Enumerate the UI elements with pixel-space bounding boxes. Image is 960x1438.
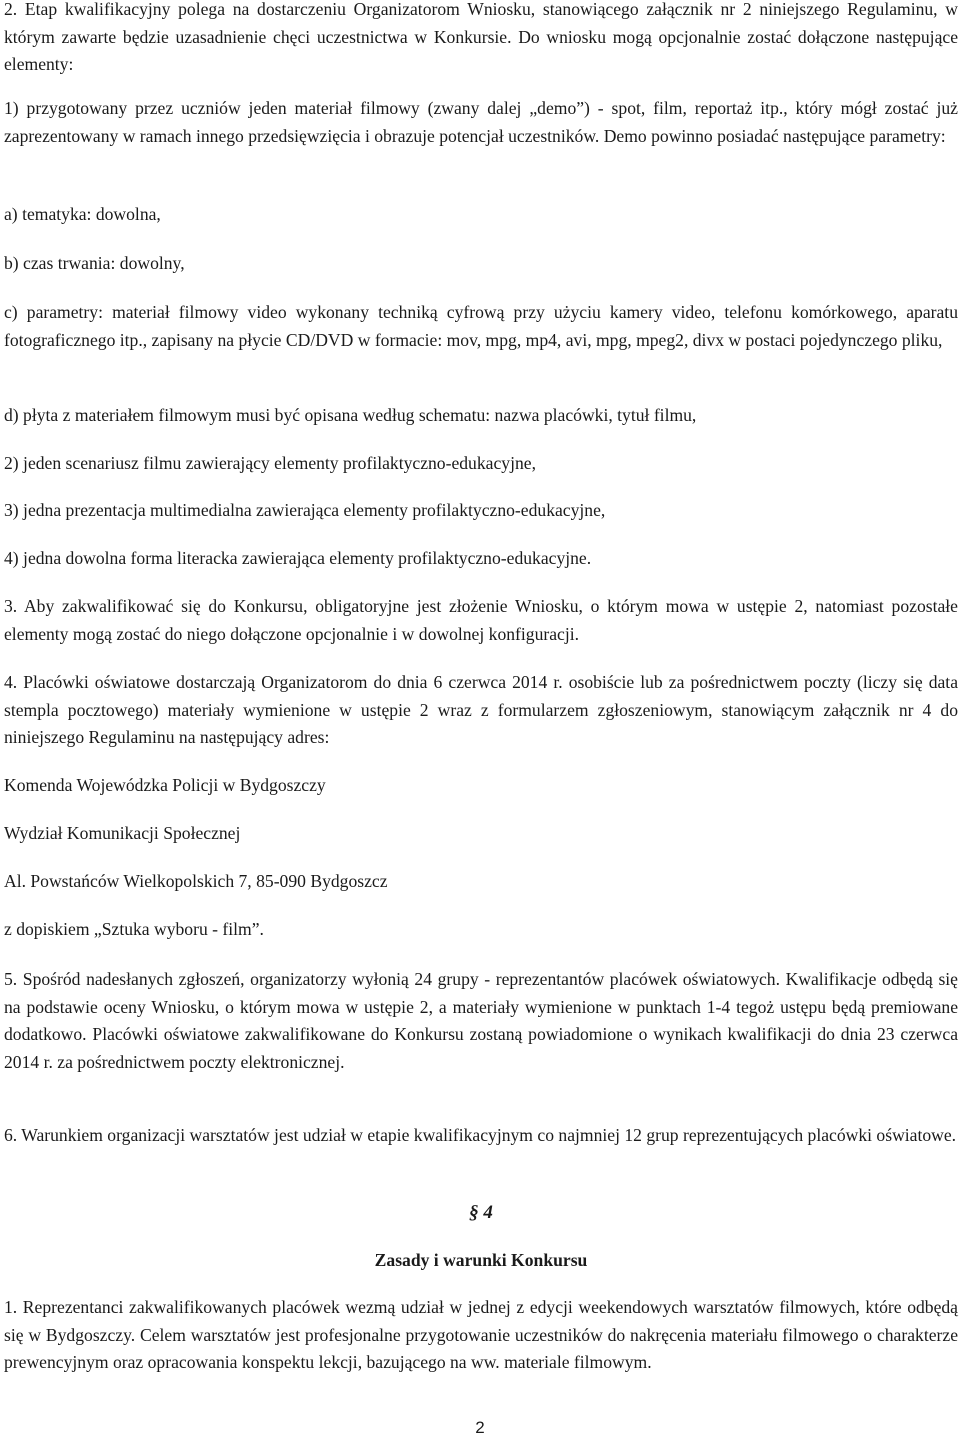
address-annotation: z dopiskiem „Sztuka wyboru - film”. <box>4 919 264 939</box>
list-item-d: d) płyta z materiałem filmowym musi być opisana według schematu: nazwa placówki, tytuł filmu, <box>4 405 697 425</box>
list-item-1: 1) przygotowany przez uczniów jeden materiał filmowy (zwany dalej „demo”) - spot, film, reportaż itp., który mógł zostać już zaprezentowany w ramach innego przedsięwzięcia i obrazuje potencjał uczestników. Demo powinno posiadać następujące parametry: <box>4 98 958 146</box>
paragraph-3: 3. Aby zakwalifikować się do Konkursu, obligatoryjne jest złożenie Wniosku, o którym mowa w ustępie 2, natomiast pozostałe elementy mogą zostać do niego dołączone opcjonalnie i w dowolnej konfiguracji. <box>4 596 958 644</box>
paragraph-5: 5. Spośród nadesłanych zgłoszeń, organizatorzy wyłonią 24 grupy - reprezentantów placówek oświatowych. Kwalifikacje odbędą się na podstawie oceny Wniosku, o którym mowa w ustępie 2, a materiały wymienione w punktach 1-4 tegoż ustępu będą premiowane dodatkowo. Placówki oświatowe zakwalifikowane do Konkursu zostaną powiadomione o wynikach kwalifikacji do dnia 23 czerwca 2014 r. za pośrednictwem poczty elektronicznej. <box>4 969 958 1072</box>
address-line-2: Wydział Komunikacji Społecznej <box>4 823 241 843</box>
address-line-3: Al. Powstańców Wielkopolskich 7, 85-090 Bydgoszcz <box>4 871 388 891</box>
list-item-a: a) tematyka: dowolna, <box>4 204 161 224</box>
paragraph-4: 4. Placówki oświatowe dostarczają Organizatorom do dnia 6 czerwca 2014 r. osobiście lub za pośrednictwem poczty (liczy się data stempla pocztowego) materiały wymienione w ustępie 2 wraz z formularzem zgłoszeniowym, stanowiącym załącznik nr 4 do niniejszego Regulaminu na następujący adres: <box>4 672 958 747</box>
section-4-paragraph-1: 1. Reprezentanci zakwalifikowanych placówek wezmą udział w jednej z edycji weekendowych warsztatów filmowych, które odbędą się w Bydgoszczy. Celem warsztatów jest profesjonalne przygotowanie uczestników do nakręcenia materiału filmowego o charakterze prewencyjnym oraz opracowania konspektu lekcji, bazującego na ww. materiale filmowym. <box>4 1297 958 1372</box>
paragraph-6: 6. Warunkiem organizacji warsztatów jest udział w etapie kwalifikacyjnym co najmniej 12 grup reprezentujących placówki oświatowe. <box>4 1125 957 1145</box>
list-item-3: 3) jedna prezentacja multimedialna zawierająca elementy profilaktyczno-edukacyjne, <box>4 500 606 520</box>
document-page <box>4 0 958 1438</box>
paragraph-2: 2. Etap kwalifikacyjny polega na dostarczeniu Organizatorom Wniosku, stanowiącego załącznik nr 2 niniejszego Regulaminu, w którym zawarte będzie uzasadnienie chęci uczestnictwa w Konkursie. Do wniosku mogą opcjonalnie zostać dołączone następujące elementy: <box>4 0 958 74</box>
list-item-4: 4) jedna dowolna forma literacka zawierająca elementy profilaktyczno-edukacyjne. <box>4 548 592 568</box>
address-line-1: Komenda Wojewódzka Policji w Bydgoszczy <box>4 775 326 795</box>
page-number: 2 <box>475 1418 485 1437</box>
section-number: § 4 <box>469 1202 493 1223</box>
list-item-c: c) parametry: materiał filmowy video wykonany techniką cyfrową przy użyciu kamery video, telefonu komórkowego, aparatu fotograficznego itp., zapisany na płycie CD/DVD w formacie: mov, mpg, mp4, avi, mpg, mpeg2, divx w postaci pojedynczego pliku, <box>4 302 958 350</box>
list-item-2: 2) jeden scenariusz filmu zawierający elementy profilaktyczno-edukacyjne, <box>4 453 536 473</box>
list-item-b: b) czas trwania: dowolny, <box>4 253 185 273</box>
section-title: Zasady i warunki Konkursu <box>374 1250 588 1270</box>
